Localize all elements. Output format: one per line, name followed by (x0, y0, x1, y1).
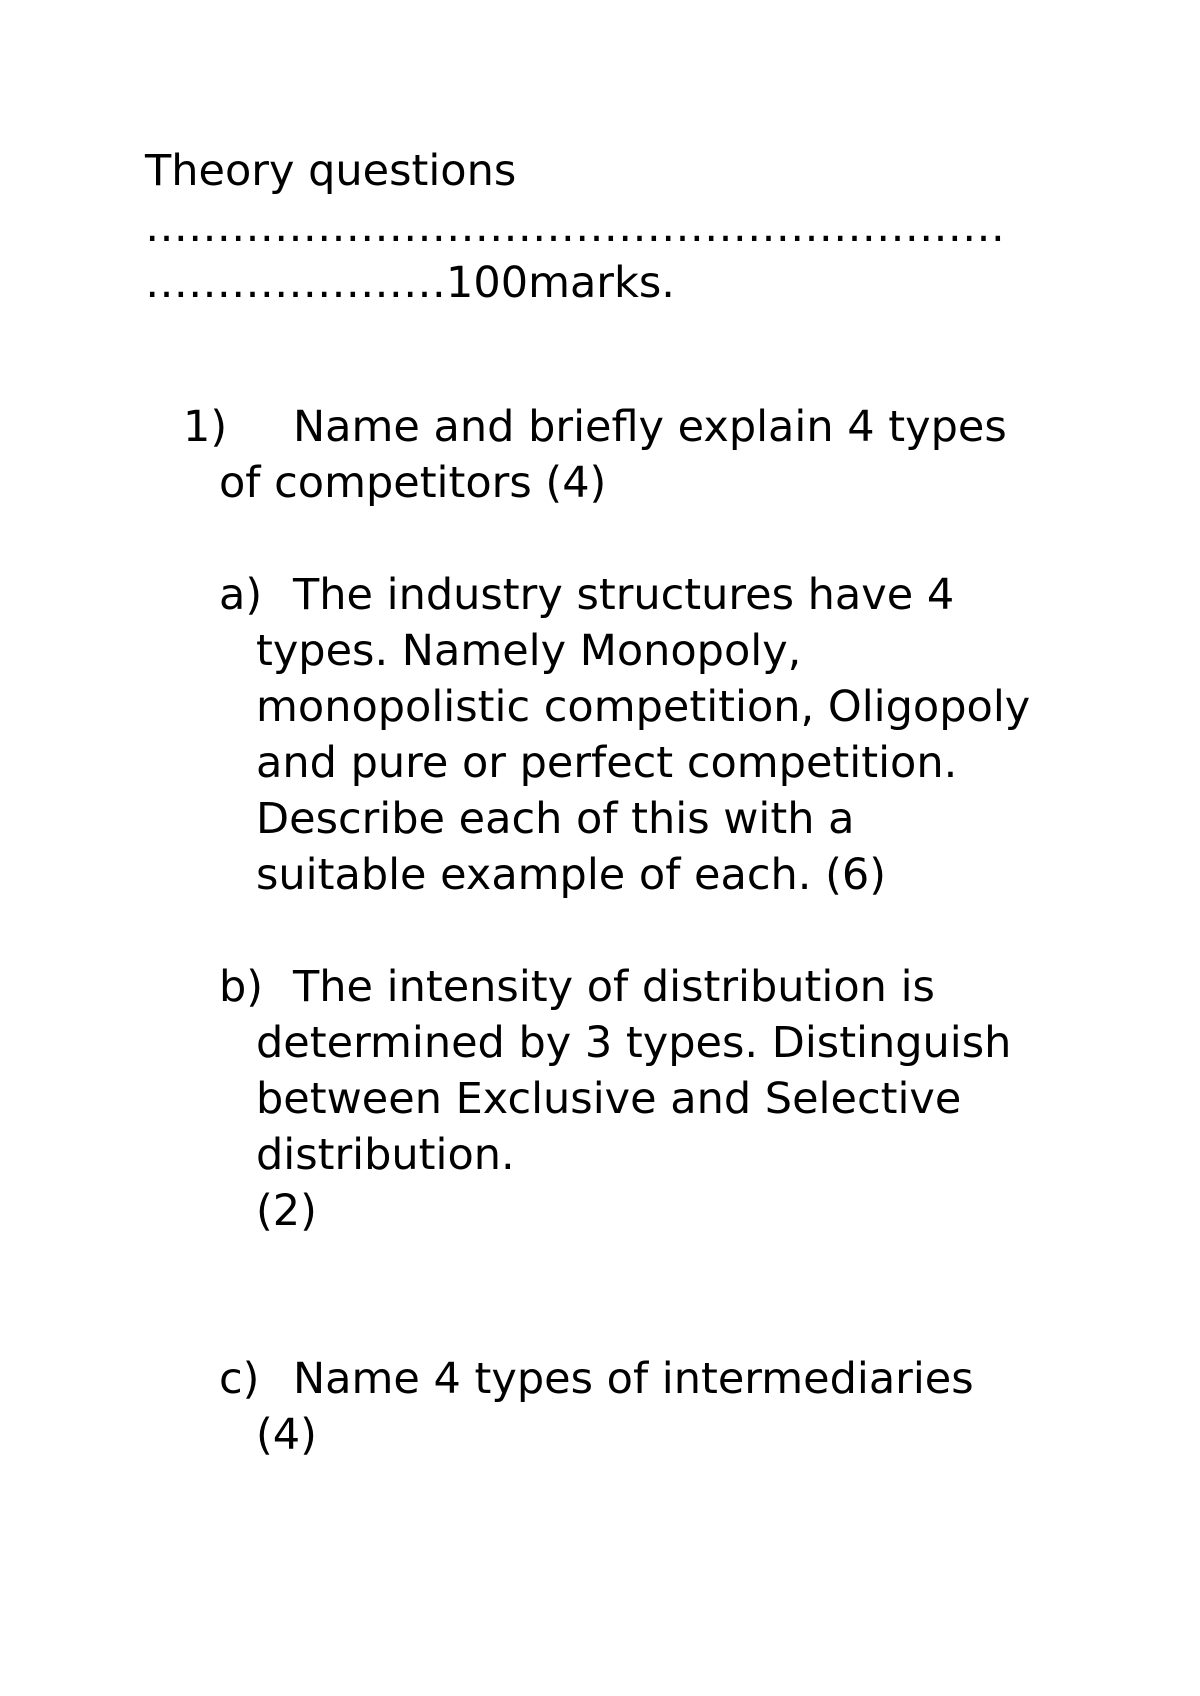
sub-question-text-line: (2) (256, 1186, 317, 1236)
sub-question-letter: b) (219, 962, 264, 1012)
sub-question-text-line: Name 4 types of intermediaries (293, 1354, 974, 1404)
page-title: Theory questions (145, 146, 517, 196)
question-text-line: of competitors (4) (219, 458, 607, 508)
marks-line: …………………100marks. (145, 258, 675, 308)
sub-question-text-line: The intensity of distribution is (293, 962, 935, 1012)
sub-question-letter: c) (219, 1354, 260, 1404)
sub-question-text-line: types. Namely Monopoly, (256, 626, 802, 676)
dotted-line: …………………………………………………… (145, 202, 1005, 252)
sub-question-text-line: Describe each of this with a (256, 794, 855, 844)
sub-question-text-line: The industry structures have 4 (293, 570, 955, 620)
sub-question-text-line: between Exclusive and Selective (256, 1074, 962, 1124)
sub-question-text-line: distribution. (256, 1130, 515, 1180)
question-number: 1) (183, 402, 228, 452)
sub-question-text-line: determined by 3 types. Distinguish (256, 1018, 1012, 1068)
sub-question-letter: a) (219, 570, 263, 620)
question-text-line: Name and briefly explain 4 types (293, 402, 1007, 452)
sub-question-text-line: and pure or perfect competition. (256, 738, 958, 788)
sub-question-text-line: (4) (256, 1410, 317, 1460)
sub-question-text-line: monopolistic competition, Oligopoly (256, 682, 1031, 732)
sub-question-text-line: suitable example of each. (6) (256, 850, 886, 900)
